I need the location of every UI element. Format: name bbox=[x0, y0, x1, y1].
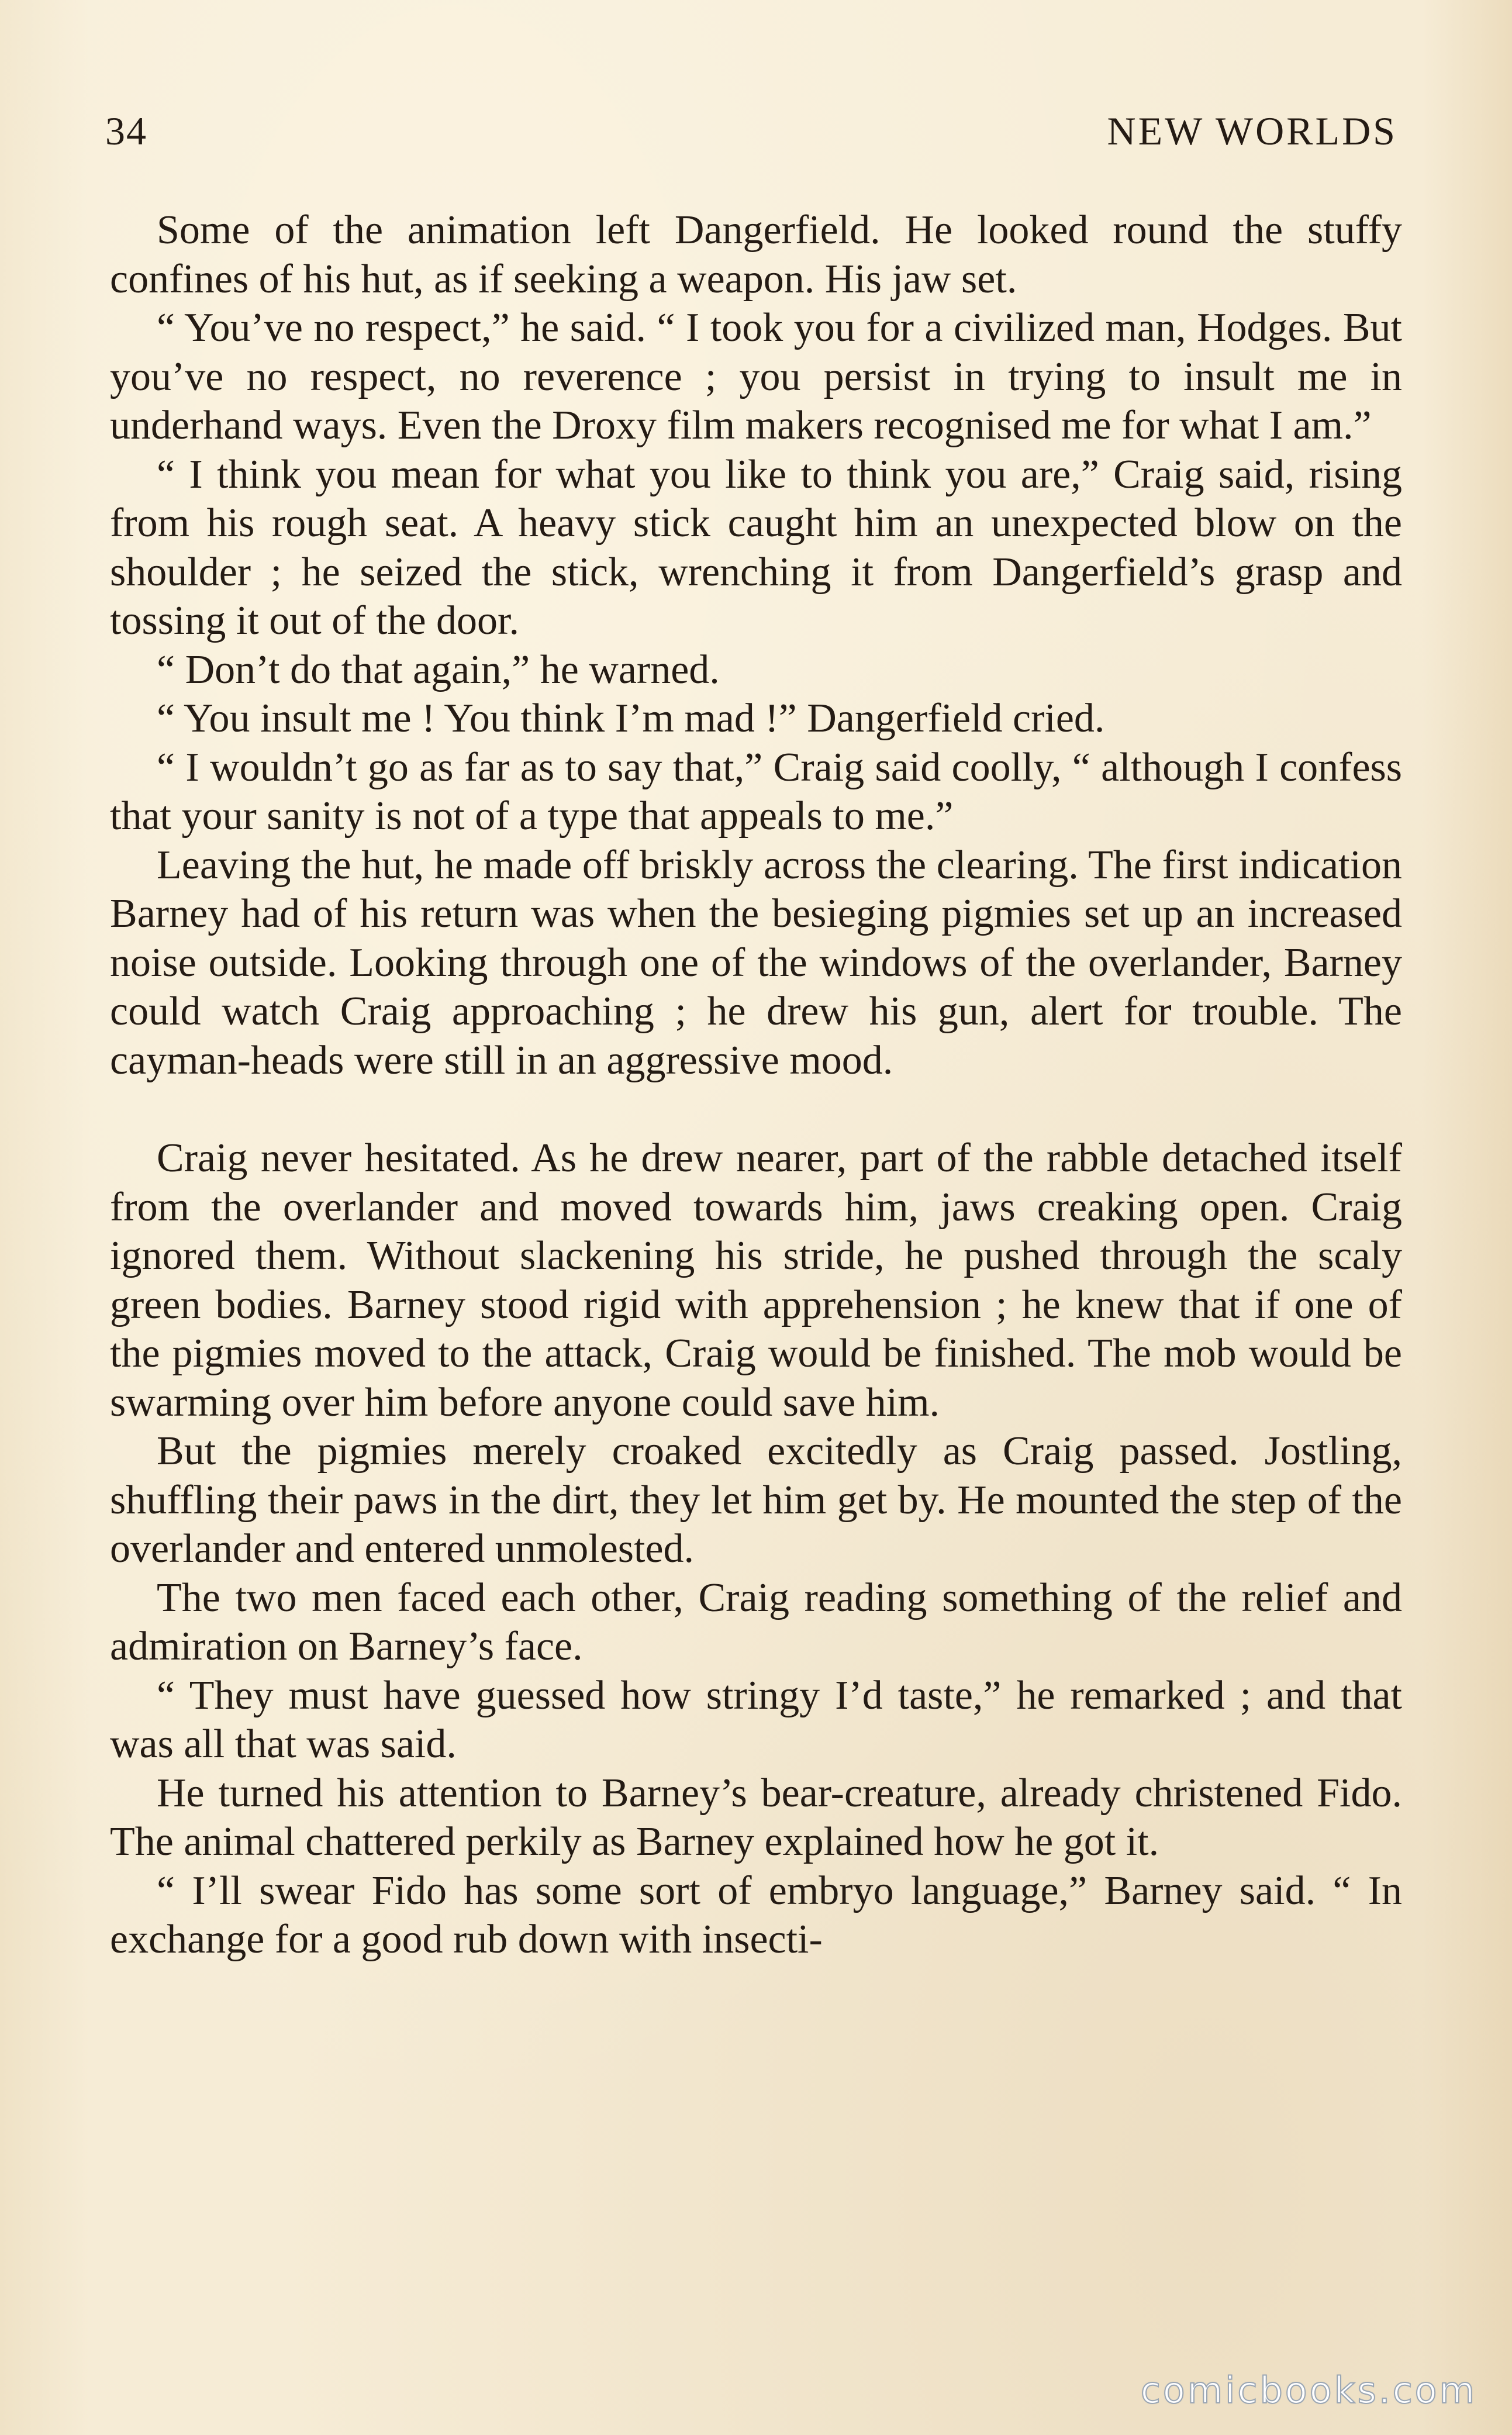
paragraph: “ They must have guessed how stringy I’d taste,” he remarked ; and that was all that was said. bbox=[110, 1672, 1402, 1767]
paragraph: “ I wouldn’t go as far as to say that,” Craig said coolly, “ although I confess that your sanity is not of a type that appeals to me.” bbox=[110, 744, 1402, 839]
paragraph: Leaving the hut, he made off briskly across the clearing. The first indication Barney had of his return was when the besieging pigmies set up an increased noise outside. Looking through one of the windows of the overlander, Barney could watch Craig approaching ; he drew his gun, alert for trouble. The cayman-heads were still in an aggressive mood. bbox=[110, 842, 1402, 1083]
page-number: 34 bbox=[105, 109, 147, 153]
running-title: NEW WORLDS bbox=[1107, 109, 1397, 153]
paragraph: “ I think you mean for what you like to think you are,” Craig said, rising from his rough seat. A heavy stick caught him an unexpected blow on the shoulder ; he seized the stick, wrenching it from Dangerfield’s grasp and tossing it out of the door. bbox=[110, 451, 1402, 643]
paragraph: Some of the animation left Dangerfield. He looked round the stuffy confines of his hut, as if seeking a weapon. His jaw set. bbox=[110, 208, 1402, 302]
body-text bbox=[110, 206, 1402, 1964]
page-header bbox=[105, 108, 1397, 167]
paragraph: Craig never hesitated. As he drew nearer, part of the rabble detached itself from the overlander and moved towards him, jaws creaking open. Craig ignored them. Without slackening his stride, he pushed through the scaly green bodies. Barney stood rigid with apprehension ; he knew that if one of the pigmies moved to the attack, Craig would be finished. The mob would be swarming over him before anyone could save him. bbox=[110, 1136, 1402, 1425]
paragraph: But the pigmies merely croaked excitedly as Craig passed. Jostling, shuffling their paws in the dirt, they let him get by. He mounted the step of the overlander and entered unmolested. bbox=[110, 1429, 1402, 1571]
watermark-logo: comicbooks.com bbox=[1140, 2369, 1477, 2412]
paragraph: “ Don’t do that again,” he warned. bbox=[157, 647, 720, 692]
paragraph: “ You’ve no respect,” he said. “ I took you for a civilized man, Hodges. But you’ve no respect, no reverence ; you persist in trying to insult me in underhand ways. Even the Droxy film makers recognised me for what I am.” bbox=[110, 305, 1402, 448]
paragraph: “ You insult me ! You think I’m mad !” Dangerfield cried. bbox=[157, 696, 1105, 741]
paragraph: He turned his attention to Barney’s bear-creature, already christened Fido. The animal chattered perkily as Barney explained how he got it. bbox=[110, 1770, 1402, 1864]
paragraph: The two men faced each other, Craig reading something of the relief and admiration on Barney’s face. bbox=[110, 1575, 1402, 1669]
paragraph: “ I’ll swear Fido has some sort of embryo language,” Barney said. “ In exchange for a good rub down with insecti- bbox=[110, 1868, 1402, 1962]
section-break bbox=[110, 1085, 1402, 1134]
